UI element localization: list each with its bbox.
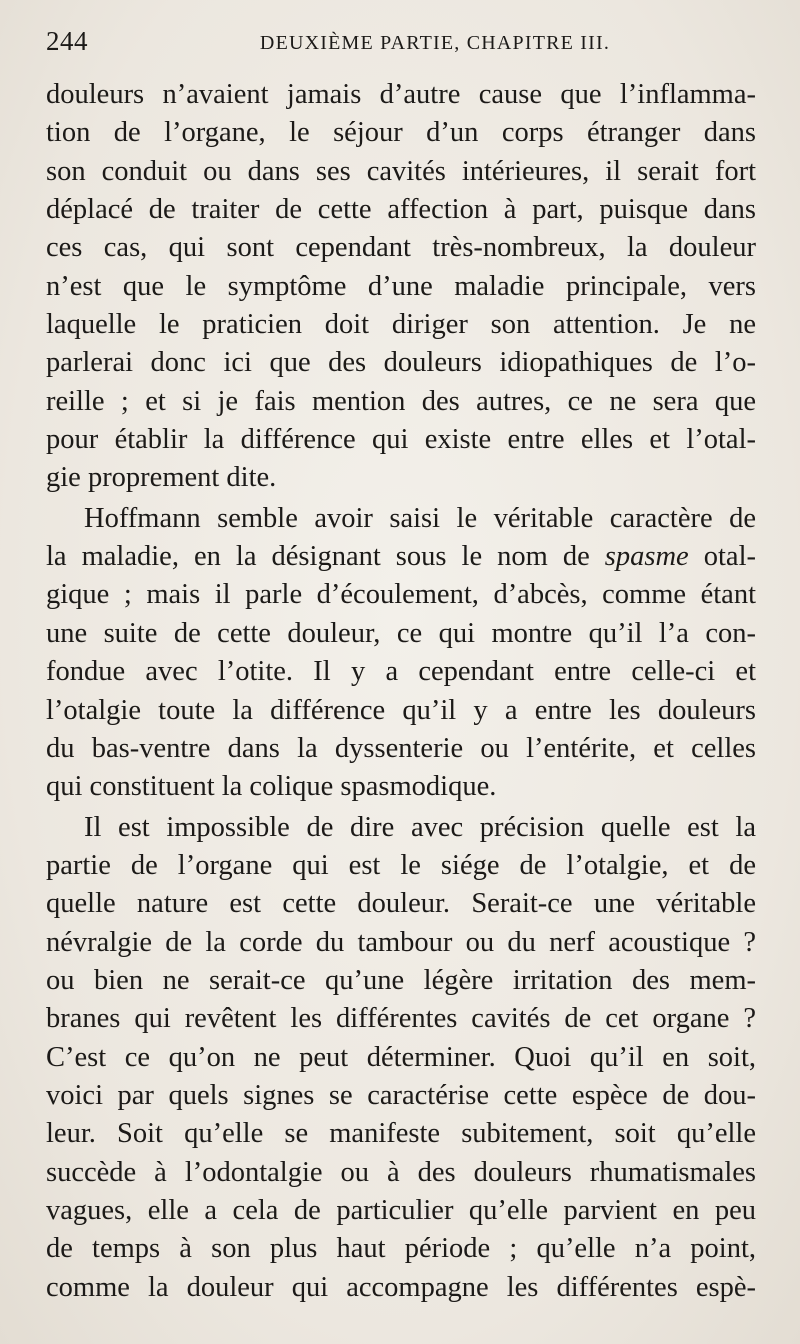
text-line: branes qui revêtent les différentes cavités de cet organe ? xyxy=(46,1003,756,1035)
text-line: névralgie de la corde du tambour ou du nerf acoustique ? xyxy=(46,926,756,958)
body-text xyxy=(46,76,756,1307)
text-line: comme la douleur qui accompagne les différentes espè- xyxy=(46,1271,756,1303)
italic-term: spasme xyxy=(604,541,689,573)
text-line: reille ; et si je fais mention des autres, ce ne sera que xyxy=(46,385,756,417)
page-header xyxy=(46,26,754,62)
text-line: C’est ce qu’on ne peut déterminer. Quoi qu’il en soit, xyxy=(46,1041,756,1073)
page-number: 244 xyxy=(46,26,88,56)
text-line: qui constituent la colique spasmodique. xyxy=(46,771,497,803)
text-segment: la maladie, en la désignant sous le nom de xyxy=(46,541,590,573)
text-line: laquelle le praticien doit diriger son attention. Je ne xyxy=(46,309,756,341)
text-line: déplacé de traiter de cette affection à part, puisque dans xyxy=(46,194,756,226)
text-line: de temps à son plus haut période ; qu’elle n’a point, xyxy=(46,1233,756,1265)
text-line: une suite de cette douleur, ce qui montre qu’il l’a con- xyxy=(46,617,756,649)
text-line: douleurs n’avaient jamais d’autre cause que l’inflamma- xyxy=(46,79,756,110)
text-line: ces cas, qui sont cependant très-nombreux, la douleur xyxy=(46,232,756,264)
text-line: Il est impossible de dire avec précision quelle est la xyxy=(84,811,756,843)
text-line: parlerai donc ici que des douleurs idiopathiques de l’o- xyxy=(46,347,756,379)
text-line: n’est que le symptôme d’une maladie principale, vers xyxy=(46,270,756,302)
paragraph-3 xyxy=(46,809,756,1307)
text-line: pour établir la différence qui existe entre elles et l’otal- xyxy=(46,424,756,456)
text-line: gique ; mais il parle d’écoulement, d’abcès, comme étant xyxy=(46,579,756,611)
paragraph-2 xyxy=(46,500,756,807)
text-segment: otal- xyxy=(703,541,756,573)
running-head: DEUXIÈME PARTIE, CHAPITRE III. xyxy=(259,32,611,54)
text-line: Hoffmann semble avoir saisi le véritable caractère de xyxy=(84,502,756,534)
paragraph-1 xyxy=(46,76,756,498)
text-line: succède à l’odontalgie ou à des douleurs rhumatismales xyxy=(46,1156,756,1188)
text-line: ou bien ne serait-ce qu’une légère irritation des mem- xyxy=(46,964,756,996)
text-line: fondue avec l’otite. Il y a cependant entre celle-ci et xyxy=(46,656,756,688)
text-line: leur. Soit qu’elle se manifeste subitement, soit qu’elle xyxy=(46,1118,756,1150)
text-line-with-emphasis xyxy=(46,538,756,576)
text-line: quelle nature est cette douleur. Serait-ce une véritable xyxy=(46,888,756,920)
text-line: partie de l’organe qui est le siége de l’otalgie, et de xyxy=(46,849,756,881)
text-line: son conduit ou dans ses cavités intérieures, il serait fort xyxy=(46,155,756,187)
text-line: tion de l’organe, le séjour d’un corps étranger dans xyxy=(46,117,756,149)
text-line: vagues, elle a cela de particulier qu’elle parvient en peu xyxy=(46,1194,756,1226)
text-line: l’otalgie toute la différence qu’il y a entre les douleurs xyxy=(46,694,756,726)
text-line: du bas-ventre dans la dyssenterie ou l’entérite, et celles xyxy=(46,732,756,764)
text-line: voici par quels signes se caractérise cette espèce de dou- xyxy=(46,1079,756,1111)
text-line: gie proprement dite. xyxy=(46,462,277,494)
